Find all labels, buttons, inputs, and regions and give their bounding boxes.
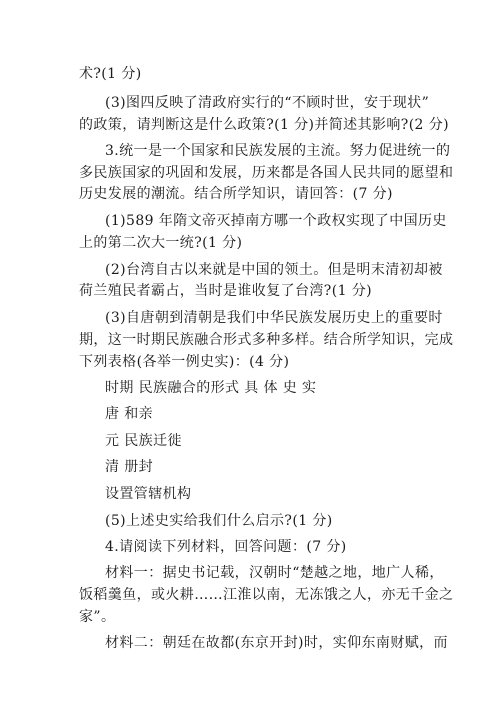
text-line: 材料一：据史书记载，汉朝时“楚越之地，地广人稀， bbox=[105, 565, 444, 581]
text-line: 家”。 bbox=[79, 609, 116, 625]
text-line: 荷兰殖民者霸占，当时是谁收复了台湾?(1 分) bbox=[79, 283, 372, 299]
text-line: 饭稻羹鱼，或火耕……江淮以南，无冻饿之人，亦无千金之 bbox=[79, 587, 454, 603]
text-line: 下列表格(各举一例史实)：(4 分) bbox=[79, 354, 290, 370]
text-line: 材料二：朝廷在故都(东京开封)时，实仰东南财赋，而 bbox=[105, 635, 448, 651]
table-row-line: 元 民族迁徙 bbox=[105, 433, 182, 449]
text-line: 3.统一是一个国家和民族发展的主流。努力促进统一的 bbox=[105, 143, 451, 159]
text-line: (2)台湾自古以来就是中国的领土。但是明末清初却被 bbox=[105, 262, 443, 278]
text-line: (3)图四反映了清政府实行的“不顾时世，安于现状” bbox=[105, 95, 430, 111]
text-line: (1)589 年隋文帝灭掉南方哪一个政权实现了中国历史 bbox=[105, 213, 447, 229]
text-line: 上的第二次大一统?(1 分) bbox=[79, 235, 243, 251]
table-row-line: 清 册封 bbox=[105, 459, 154, 475]
table-row-line: 设置管辖机构 bbox=[105, 486, 192, 502]
text-line: (3)自唐朝到清朝是我们中华民族发展历史上的重要时 bbox=[105, 310, 443, 326]
text-line: (5)上述史实给我们什么启示?(1 分) bbox=[105, 513, 333, 529]
table-row-line: 唐 和亲 bbox=[105, 406, 154, 422]
text-line: 历史发展的潮流。结合所学知识，请回答：(7 分) bbox=[79, 186, 393, 202]
table-header-line: 时期 民族融合的形式 具 体 史 实 bbox=[105, 380, 317, 396]
text-line: 4.请阅读下列材料，回答问题：(7 分) bbox=[105, 539, 347, 555]
text-line: 的政策，请判断这是什么政策?(1 分)并简述其影响?(2 分) bbox=[79, 117, 449, 133]
text-line: 期，这一时期民族融合形式多种多样。结合所学知识，完成 bbox=[79, 332, 454, 348]
text-line: 多民族国家的巩固和发展，历来都是各国人民共同的愿望和 bbox=[79, 165, 454, 181]
text-line: 术?(1 分) bbox=[79, 66, 142, 82]
